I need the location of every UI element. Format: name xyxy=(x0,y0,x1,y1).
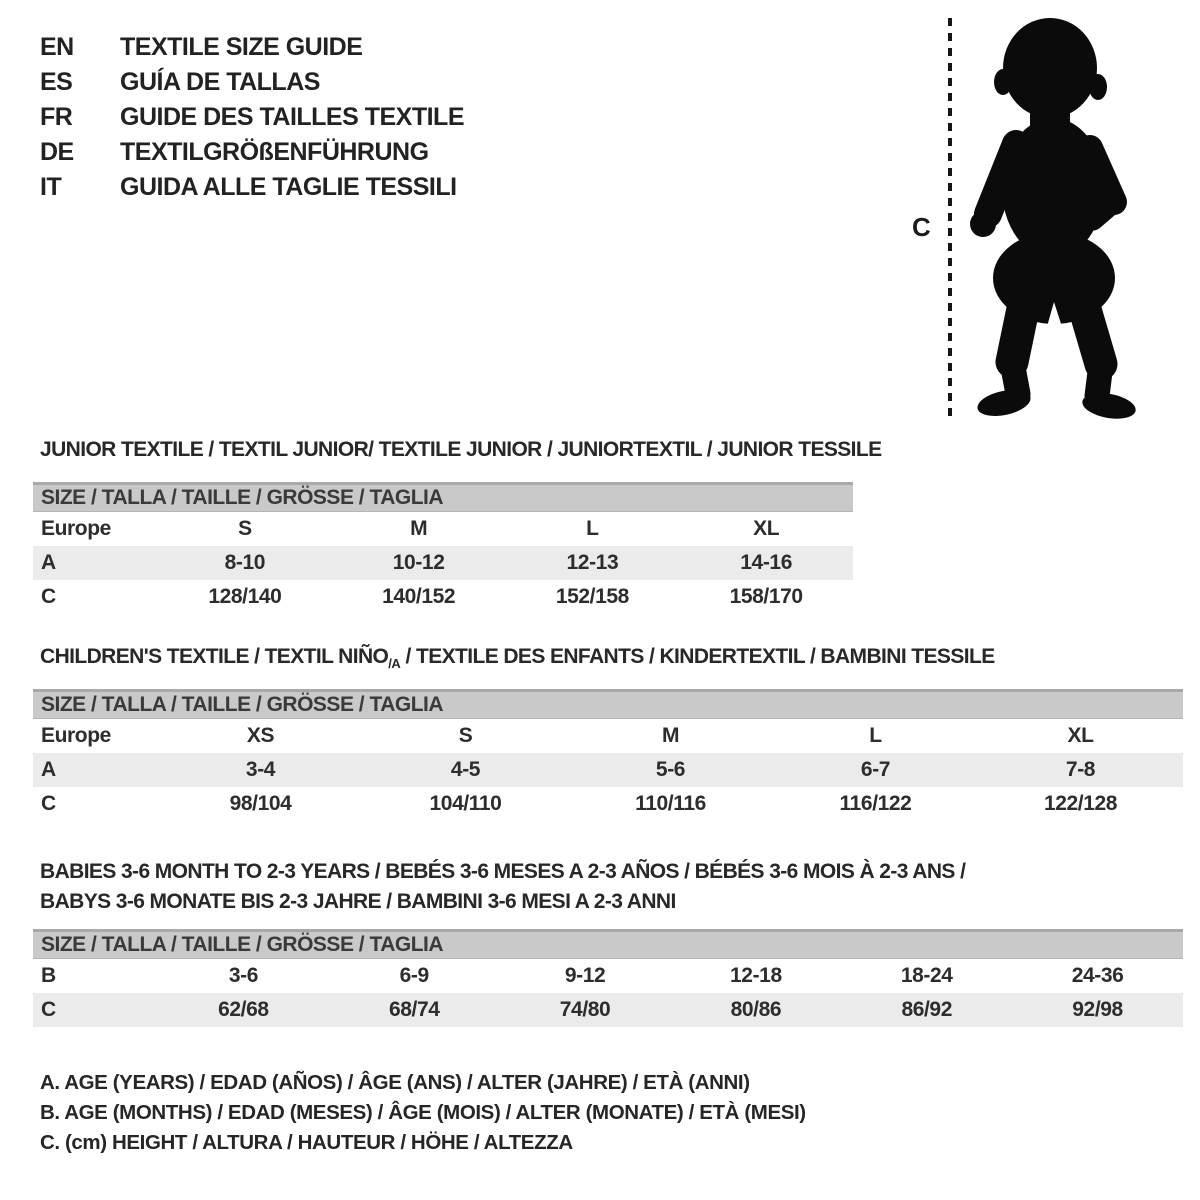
size-cell: XL xyxy=(1067,724,1094,747)
height-cell: 104/110 xyxy=(429,792,502,815)
row-label: A xyxy=(41,551,56,574)
junior-size-table xyxy=(33,482,853,614)
babies-size-table xyxy=(33,929,1183,1027)
language-title-block xyxy=(40,30,464,205)
table-row xyxy=(33,546,853,580)
height-cell: 110/116 xyxy=(635,792,706,815)
toddler-silhouette-image xyxy=(962,16,1138,422)
babies-title-line2: BABYS 3-6 MONATE BIS 2-3 JAHRE / BAMBINI 3-6 MESI A 2-3 ANNI xyxy=(40,890,676,913)
height-cell: 98/104 xyxy=(229,792,292,815)
age-cell: 14-16 xyxy=(740,551,792,574)
lang-code: ES xyxy=(40,68,73,96)
row-label: B xyxy=(41,964,56,987)
row-label: Europe xyxy=(41,517,111,540)
size-cell: XS xyxy=(246,724,275,747)
months-cell: 3-6 xyxy=(228,964,258,987)
lang-title: GUÍA DE TALLAS xyxy=(120,68,320,96)
age-cell: 4-5 xyxy=(450,758,481,781)
measurement-legend xyxy=(40,1068,806,1158)
children-title-pre: CHILDREN'S TEXTILE / TEXTIL NIÑO xyxy=(40,645,389,668)
lang-line-es xyxy=(40,65,464,100)
height-cell: 62/68 xyxy=(218,998,269,1021)
height-cell: 86/92 xyxy=(901,998,952,1021)
height-cell: 92/98 xyxy=(1072,998,1123,1021)
height-measure-label: C xyxy=(912,212,931,242)
months-cell: 6-9 xyxy=(399,964,429,987)
height-cell: 68/74 xyxy=(388,998,440,1021)
children-size-band-header: SIZE / TALLA / TAILLE / GRÖSSE / TAGLIA xyxy=(33,689,1183,719)
months-cell: 9-12 xyxy=(564,964,606,987)
table-row xyxy=(33,787,1183,821)
lang-title: GUIDA ALLE TAGLIE TESSILI xyxy=(120,173,457,201)
months-cell: 12-18 xyxy=(730,964,782,987)
table-row xyxy=(33,580,853,614)
size-cell: S xyxy=(238,517,252,540)
size-cell: M xyxy=(410,517,428,540)
age-cell: 7-8 xyxy=(1065,758,1096,781)
height-dashed-line xyxy=(948,18,952,416)
table-row xyxy=(33,753,1183,787)
lang-code: FR xyxy=(40,103,73,131)
children-title-post: / TEXTILE DES ENFANTS / KINDERTEXTIL / BAMBINI TESSILE xyxy=(400,645,995,668)
age-cell: 10-12 xyxy=(392,551,445,574)
size-cell: L xyxy=(586,517,599,540)
lang-code: EN xyxy=(40,33,74,61)
size-cell: M xyxy=(661,724,680,747)
legend-line-a: A. AGE (YEARS) / EDAD (AÑOS) / ÂGE (ANS) / ALTER (JAHRE) / ETÀ (ANNI) xyxy=(40,1071,750,1094)
row-label: C xyxy=(41,792,56,815)
lang-code: DE xyxy=(40,138,74,166)
legend-line-b: B. AGE (MONTHS) / EDAD (MESES) / ÂGE (MOIS) / ALTER (MONATE) / ETÀ (MESI) xyxy=(40,1101,806,1124)
months-cell: 24-36 xyxy=(1071,964,1124,987)
children-size-table xyxy=(33,689,1183,821)
age-cell: 12-13 xyxy=(566,551,619,574)
lang-title: GUIDE DES TAILLES TEXTILE xyxy=(120,103,465,131)
lang-line-fr xyxy=(40,100,464,135)
row-label: Europe xyxy=(41,724,111,747)
age-cell: 3-4 xyxy=(245,758,276,781)
babies-section-title xyxy=(40,857,965,917)
size-cell: S xyxy=(458,724,473,747)
measurement-figure xyxy=(900,0,1200,440)
age-cell: 6-7 xyxy=(860,758,891,781)
height-cell: 140/152 xyxy=(382,585,456,608)
age-cell: 5-6 xyxy=(655,758,686,781)
babies-title-line1: BABIES 3-6 MONTH TO 2-3 YEARS / BEBÉS 3-6 MESES A 2-3 AÑOS / BÉBÉS 3-6 MOIS À 2-3 ANS / xyxy=(40,860,966,883)
table-row xyxy=(33,512,853,546)
lang-line-de xyxy=(40,135,464,170)
legend-line-c: C. (cm) HEIGHT / ALTURA / HAUTEUR / HÖHE / ALTEZZA xyxy=(40,1131,573,1154)
table-row xyxy=(33,959,1183,993)
row-label: A xyxy=(41,758,56,781)
lang-line-en xyxy=(40,30,464,65)
row-label: C xyxy=(41,585,56,608)
height-cell: 158/170 xyxy=(729,585,803,608)
lang-title: TEXTILE SIZE GUIDE xyxy=(120,33,363,61)
height-cell: 128/140 xyxy=(208,585,282,608)
children-title-subscript: /A xyxy=(388,656,401,671)
babies-size-band-header: SIZE / TALLA / TAILLE / GRÖSSE / TAGLIA xyxy=(33,929,1183,959)
months-cell: 18-24 xyxy=(900,964,953,987)
junior-size-band-header: SIZE / TALLA / TAILLE / GRÖSSE / TAGLIA xyxy=(33,482,853,512)
table-row xyxy=(33,993,1183,1027)
height-cell: 74/80 xyxy=(559,998,611,1021)
age-cell: 8-10 xyxy=(224,551,266,574)
height-cell: 122/128 xyxy=(1043,792,1118,815)
lang-code: IT xyxy=(40,173,62,201)
size-cell: XL xyxy=(753,517,780,540)
height-cell: 80/86 xyxy=(730,998,782,1021)
row-label: C xyxy=(41,998,56,1021)
height-cell: 152/158 xyxy=(555,585,629,608)
size-cell: L xyxy=(869,724,882,747)
lang-line-it xyxy=(40,170,464,205)
junior-section-title: JUNIOR TEXTILE / TEXTIL JUNIOR/ TEXTILE JUNIOR / JUNIORTEXTIL / JUNIOR TESSILE xyxy=(40,438,882,461)
height-cell: 116/122 xyxy=(839,792,912,815)
lang-title: TEXTILGRÖßENFÜHRUNG xyxy=(120,138,429,166)
children-section-title xyxy=(40,645,995,676)
table-row xyxy=(33,719,1183,753)
